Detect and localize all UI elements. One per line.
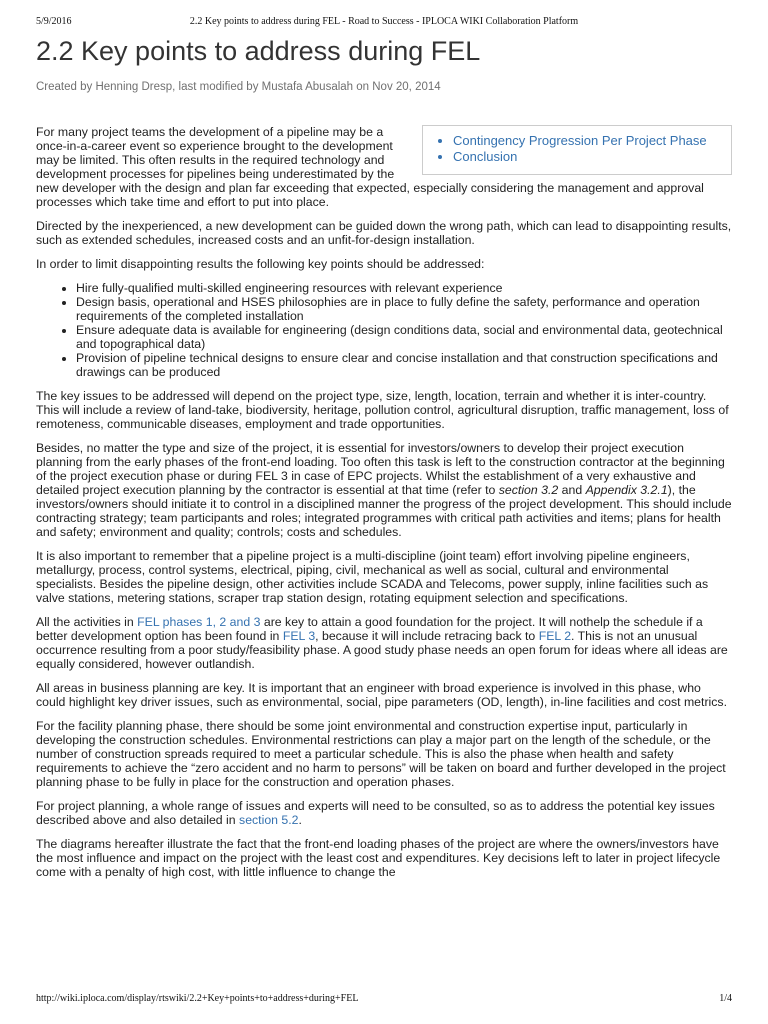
page-metadata: Created by Henning Dresp, last modified by Mustafa Abusalah on Nov 20, 2014 bbox=[36, 81, 441, 93]
paragraph-inexperienced: Directed by the inexperienced, a new development can be guided down the wrong path, which can lead to disappointing results, such as extended schedules, increased costs and an unfit-for-design installation. bbox=[36, 219, 732, 247]
print-page-title: 2.2 Key points to address during FEL - Road to Success - IPLOCA WIKI Collaboration Platform bbox=[189, 16, 579, 27]
paragraph-facility-planning: For the facility planning phase, there should be some joint environmental and construction expertise input, particularly in developing the construction schedules. Environmental restrictions can play a major part on the length of the schedule, or the number of construction spreads required to meet a particular schedule. This is also the phase when health and safety requirements to achieve the “zero accident and no harm to persons” will be taken on board and further developed in the project planning phase to be fully in place for the construction and operation phases. bbox=[36, 719, 726, 789]
paragraph-execution-planning: Besides, no matter the type and size of the project, it is essential for investors/owners to develop their project execution planning from the early phases of the front-end loading. Too often this task is left to the construction contractor at the beginning of the project execution phase or during FEL 3 in case of EPC projects. Whilst the establishment of a very exhaustive and detailed project execution planning by the contractor is essential at that time (refer to section 3.2 and Appendix 3.2.1), the investors/owners should initiate it to control in a disciplined manner the progress of the project development. This should include contracting strategy; team participants and roles; integrated programmes with critical path activities and items; plans for health and safety; environment and quality; controls; costs and schedules. bbox=[36, 441, 732, 539]
paragraph-fel-phases: All the activities in FEL phases 1, 2 and 3 are key to attain a good foundation for the project. It will nothelp the schedule if a better development option has been found in FEL 3, because it will include retracing back to FEL 2. This is not an unusual occurrence resulting from a poor study/feasibility phase. A good study phase needs an open forum for ideas where all ideas are equally considered, however outlandish. bbox=[36, 615, 728, 671]
list-item: • Ensure adequate data is available for engineering (design conditions data, social and environmental data, geotechnical and topographical data) bbox=[76, 323, 732, 351]
list-item: • Design basis, operational and HSES philosophies are in place to fully define the safety, performance and operation requirements of the completed installation bbox=[76, 295, 732, 323]
table-of-contents bbox=[422, 125, 732, 175]
paragraph-diagrams: The diagrams hereafter illustrate the fact that the front-end loading phases of the project are where the owners/investors have the most influence and impact on the project with the least cost and expenditures. Key decisions left to later in project lifecycle come with a penalty of high cost, with little influence to change the bbox=[36, 837, 721, 879]
paragraph-project-planning: For project planning, a whole range of issues and experts will need to be consulted, so as to address the potential key issues described above and also detailed in section 5.2. bbox=[36, 799, 715, 827]
print-date: 5/9/2016 bbox=[36, 16, 72, 27]
page-number: 1/4 bbox=[719, 993, 732, 1004]
print-url: http://wiki.iploca.com/display/rtswiki/2.2+Key+points+to+address+during+FEL bbox=[36, 993, 359, 1004]
key-points-list bbox=[36, 281, 732, 379]
link-fel-2[interactable]: FEL 2 bbox=[538, 629, 572, 643]
paragraph-intro: For many project teams the development of a pipeline may be a once-in-a-career event so experience brought to the development may be limited. This often results in the required technology and development processes for pipelines being underestimated by the new developer with the design and plan far exceeding that expected, especially considering the management and approval processes which take time and effort to put into place. bbox=[36, 125, 704, 209]
paragraph-key-issues: The key issues to be addressed will depend on the project type, size, length, location, terrain and whether it is inter-country. This will include a review of land-take, biodiversity, heritage, pollution control, agricultural disruption, traffic management, loss of remoteness, communicable diseases, employment and trade opportunities. bbox=[36, 389, 729, 431]
link-fel-phases[interactable]: FEL phases 1, 2 and 3 bbox=[137, 615, 261, 629]
list-item: • Provision of pipeline technical designs to ensure clear and concise installation and that construction specifications and drawings can be produced bbox=[76, 351, 732, 379]
toc-item bbox=[453, 149, 723, 165]
section-reference: section 3.2 bbox=[498, 483, 559, 497]
article-body bbox=[36, 125, 732, 879]
list-item: • Hire fully-qualified multi-skilled engineering resources with relevant experience bbox=[76, 281, 732, 295]
toc-link-conclusion[interactable]: Conclusion bbox=[453, 149, 518, 164]
page-content bbox=[36, 34, 732, 889]
appendix-reference: Appendix 3.2.1 bbox=[585, 483, 668, 497]
toc-link-contingency[interactable]: Contingency Progression Per Project Phase bbox=[453, 133, 707, 148]
paragraph-multi-discipline: It is also important to remember that a pipeline project is a multi-discipline (joint team) effort involving pipeline engineers, metallurgy, process, control systems, electrical, piping, civil, mechanical as well as social, cultural and environmental specialists. Besides the pipeline design, other activities include SCADA and Telecoms, power supply, inline facilities such as valve stations, metering stations, scraper trap station design, rotating equipment selection and specifications. bbox=[36, 549, 709, 605]
link-fel-3[interactable]: FEL 3 bbox=[282, 629, 316, 643]
page-title: 2.2 Key points to address during FEL bbox=[36, 36, 481, 66]
link-section-5-2[interactable]: section 5.2 bbox=[239, 813, 299, 827]
paragraph-business-planning: All areas in business planning are key. It is important that an engineer with broad experience is involved in this phase, who could highlight key driver issues, such as environmental, social, pipe parameters (OD, length), in-line facilities and cost metrics. bbox=[36, 681, 727, 709]
toc-item bbox=[453, 133, 723, 149]
paragraph-key-points-intro: In order to limit disappointing results the following key points should be addressed: bbox=[36, 257, 485, 271]
